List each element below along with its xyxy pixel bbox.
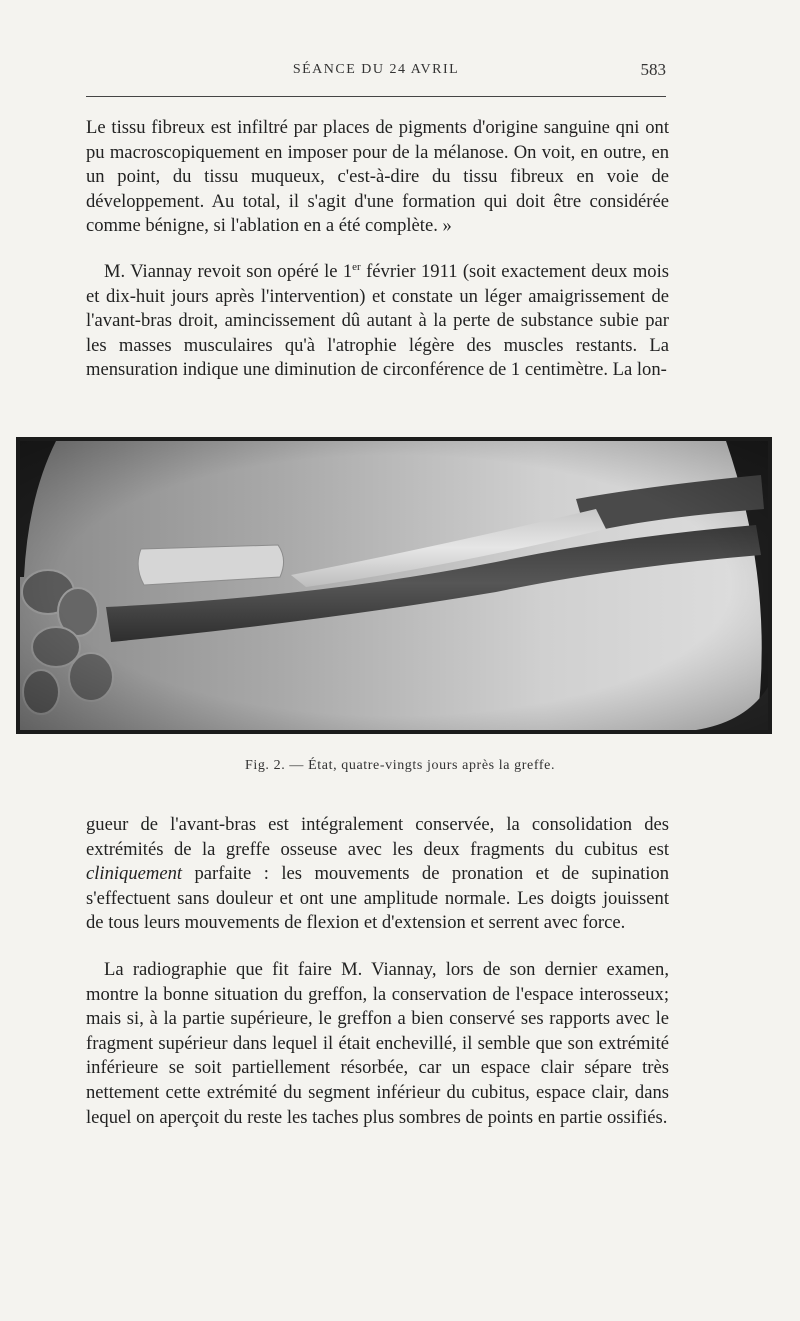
forearm-radiograph <box>16 437 772 734</box>
paragraph-1: Le tissu fibreux est infiltré par places de pigments d'origine sanguine qni ont pu macroscopiquement en imposer pour de la mélanose. On voit, en outre, en un point, du tissu muqueux, c'est-à-dire du tissu fibreux en voie de développement. Au total, il s'agit d'une formation qui doit être considérée comme bénigne, si l'ablation en a été complète. » <box>86 117 669 237</box>
figure-caption: Fig. 2. — État, quatre-vingts jours après la greffe. <box>244 758 556 773</box>
ordinal-superscript: er <box>352 260 361 273</box>
paragraph-3 <box>86 813 669 936</box>
emphasis-text: cliniquement <box>86 863 183 885</box>
paragraph-3-text-b: parfaite : les mouvements de pronation et de supination s'effectuent sans douleur et ont une amplitude normale. Les doigts jouissent de tous leurs mouvements de flexion et d'extension et serrent avec force. <box>86 863 669 934</box>
paragraph-4: La radiographie que fit faire M. Viannay, lors de son dernier examen, montre la bonne situation du greffon, la conservation de l'espace interosseux; mais si, à la partie supérieure, le greffon a bien conservé ses rapports avec le fragment supérieur dans lequel il était enchevillé, il semble que son extrémité inférieure se soit partiellement résorbée, car un espace clair sépare très nettement cette extrémité du segment inférieur du cubitus, espace clair, dans lequel on aperçoit du reste les taches plus sombres de points en partie ossifiés. <box>86 959 669 1128</box>
header-rule <box>86 96 666 97</box>
running-title: SÉANCE DU 24 AVRIL <box>292 62 460 77</box>
paragraph-2-text-b: février 1911 (soit exactement deux mois et dix-huit jours après l'intervention) et constate un léger amaigrissement de l'avant-bras droit, amincissement dû autant à la perte de substance subie par les masses musculaires qu'à l'atrophie légère des muscles restants. La mensuration indique une diminution de circonférence de 1 centimètre. La lon- <box>86 261 669 381</box>
page-number: 583 <box>640 60 666 79</box>
radiograph-figure <box>16 437 772 734</box>
running-header <box>86 58 666 84</box>
paragraph-3-text-a: gueur de l'avant-bras est intégralement conservée, la consolidation des extrémités de la greffe osseuse avec les deux fragments du cubitus est <box>86 814 669 860</box>
paragraph-2 <box>86 260 669 383</box>
paragraph-2-text-a: M. Viannay revoit son opéré le 1 <box>104 261 353 282</box>
